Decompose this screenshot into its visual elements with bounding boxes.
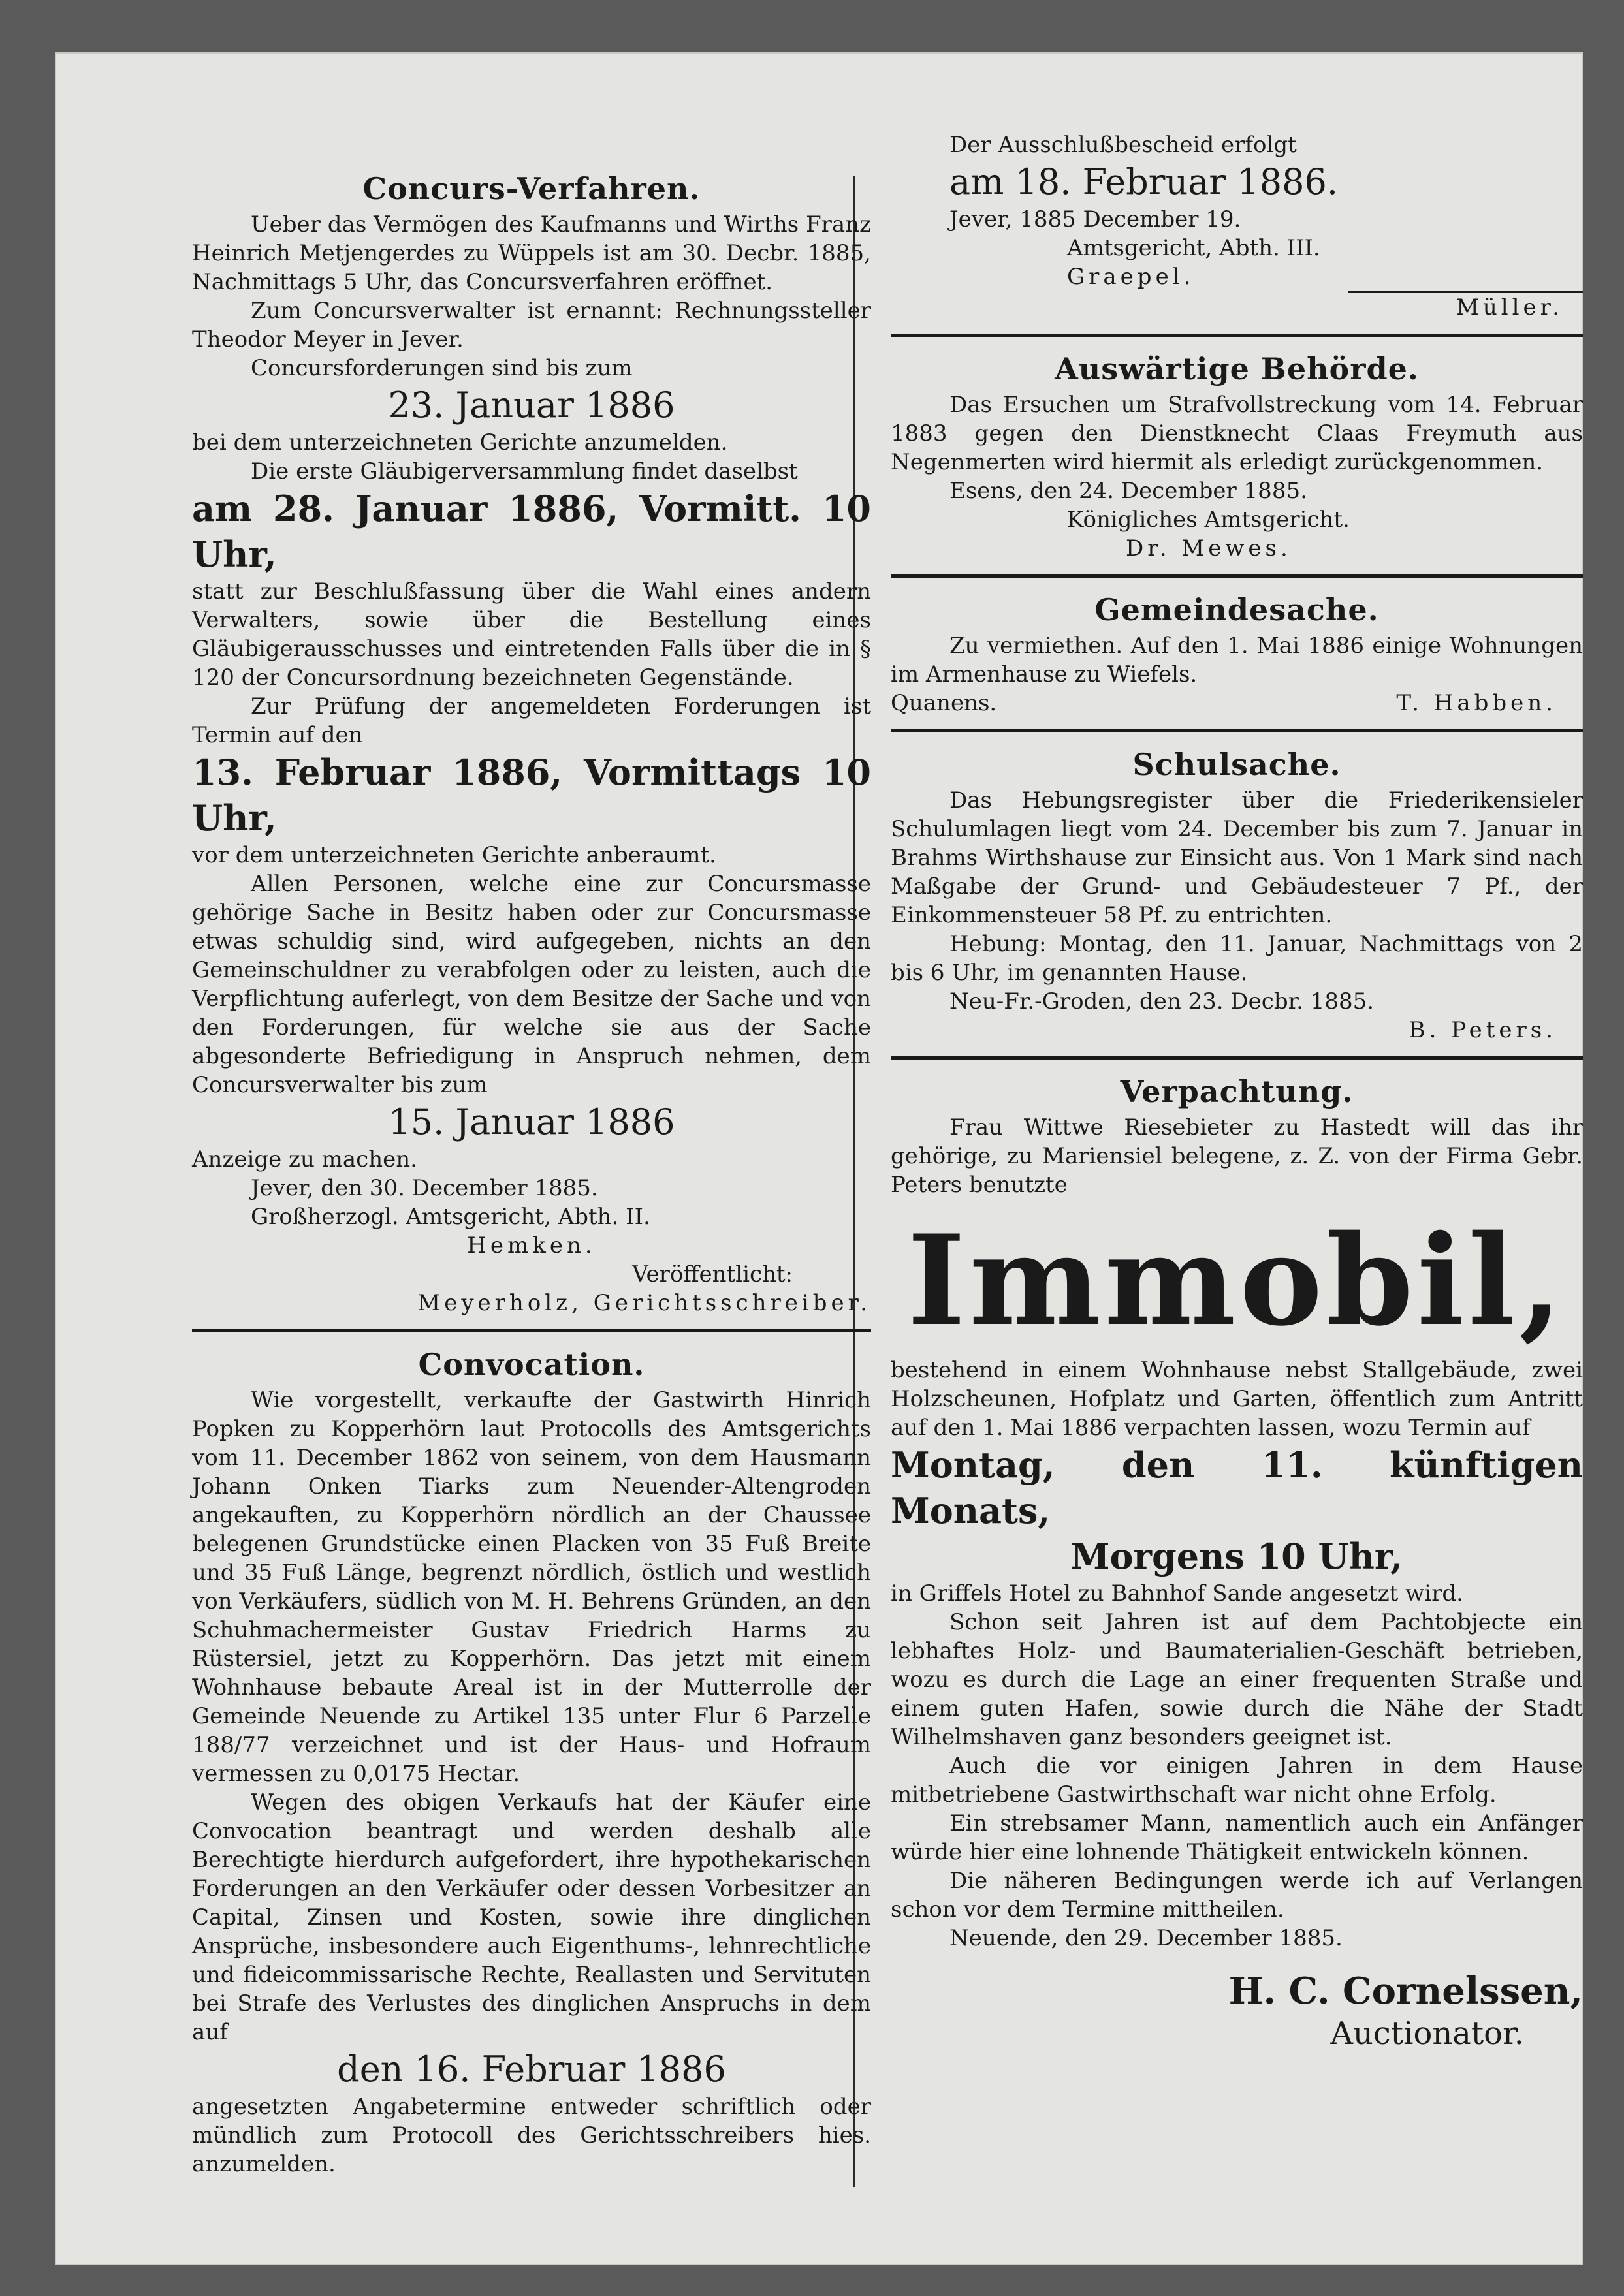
concurs-clerk: Meyerholz, Gerichtsschreiber. (417, 1290, 871, 1316)
section-rule (891, 334, 1583, 337)
immobil-headline: Immobil, (907, 1208, 1567, 1353)
verpachtung-date-1: Montag, den 11. künftigen Monats, (891, 1444, 1583, 1532)
ausschluss-p1: Der Ausschlußbescheid erfolgt (949, 132, 1297, 158)
gemeinde-signer: T. Habben. (1396, 690, 1557, 716)
schulsache-signer: B. Peters. (1409, 1017, 1557, 1043)
concurs-p8: vor dem unterzeichneten Gerichte anberaumt. (192, 842, 716, 868)
schulsache-p1: Das Hebungsregister über die Friederikensieler Schulumlagen liegt vom 24. December bis zum 7. Januar in Brahms Wirthshause zur Einsicht aus. Von 1 Mark sind nach Maßgabe der Grund- und Gebäudesteuer 7 Pf., der Einkommensteuer 58 Pf. zu entrichten. (891, 787, 1583, 928)
convocation-p1: Wie vorgestellt, verkaufte der Gastwirth Hinrich Popken zu Kopperhörn laut Protocolls des Amtsgerichts vom 11. December 1862 von seinem, von dem Hausmann Johann Onken Tiarks zum Neuender-Altengroden angekauften, zu Kopperhörn nördlich an der Chaussee belegenen Grundstücke einen Placken von 35 Fuß Breite und 35 Fuß Länge, begrenzt nördlich, östlich und westlich von Verkäufers, südlich von M. H. Behrens Gründen, an den Schuhmachermeister Gustav Friedrich Harms zu Rüstersiel, jetzt zu Kopperhörn. Das jetzt mit einem Wohnhause bebaute Areal ist in der Mutterrolle der Gemeinde Neuende zu Artikel 135 unter Flur 6 Parzelle 188/77 verzeichnet und ist der Haus- und Hofraum vermessen zu 0,0175 Hectar. (192, 1387, 871, 1787)
verpachtung-p3: in Griffels Hotel zu Bahnhof Sande angesetzt wird. (891, 1580, 1463, 1607)
schulsache-p2: Hebung: Montag, den 11. Januar, Nachmittags von 2 bis 6 Uhr, im genannten Hause. (891, 931, 1583, 986)
newspaper-page (55, 52, 1583, 2265)
concurs-p7: Zur Prüfung der angemeldeten Forderungen ist Termin auf den (192, 693, 871, 748)
concurs-p9: Allen Personen, welche eine zur Concursmasse gehörige Sache in Besitz haben oder zur Concursmasse etwas schuldig sind, wird aufgegeben, nichts an den Gemeinschuldner zu verabfolgen oder zu leisten, auch die Verpflichtung auferlegt, von dem Besitze der Sache und von den Forderungen, für welche sie aus der Sache abgesonderte Befriedigung in Anspruch nehmen, dem Concursverwalter bis zum (192, 871, 871, 1098)
concurs-p6: statt zur Beschlußfassung über die Wahl eines andern Verwalters, sowie über die Bestellung eines Gläubigerausschusses und eintretenden Falls über die in § 120 der Concursordnung bezeichneten Gegenstände. (192, 578, 871, 691)
verpachtung-p7: Die näheren Bedingungen werde ich auf Verlangen schon vor dem Termine mittheilen. (891, 1868, 1583, 1923)
auswaertige-place-date: Esens, den 24. December 1885. (949, 478, 1307, 504)
concurs-date-1: 23. Januar 1886 (388, 385, 675, 426)
concurs-p5: Die erste Gläubigerversammlung findet daselbst (251, 458, 798, 484)
auswaertige-court: Königliches Amtsgericht. (1067, 507, 1350, 533)
verpachtung-p2: bestehend in einem Wohnhause nebst Stallgebäude, zwei Holzscheunen, Hofplatz und Garten, öffentlich zum Antritt auf den 1. Mai 1886 verpachten lassen, wozu Termin auf (891, 1357, 1583, 1441)
verpachtung-p4: Schon seit Jahren ist auf dem Pachtobjecte ein lebhaftes Holz- und Baumaterialien-Geschäft betrieben, wozu es durch die Lage an einer frequenten Straße und einem guten Hafen, sowie durch die Nähe der Stadt Wilhelmshaven ganz besonders geeignet ist. (891, 1609, 1583, 1750)
section-rule (891, 729, 1583, 732)
section-rule (891, 574, 1583, 578)
verpachtung-p5: Auch die vor einigen Jahren in dem Hause mitbetriebene Gastwirthschaft war nicht ohne Erfolg. (891, 1753, 1583, 1808)
concurs-p1: Ueber das Vermögen des Kaufmanns und Wirths Franz Heinrich Metjengerdes zu Wüppels ist am 30. Decbr. 1885, Nachmittags 5 Uhr, das Concursverfahren eröffnet. (192, 212, 871, 295)
verpachtung-place-date: Neuende, den 29. December 1885. (949, 1925, 1343, 1951)
concurs-date-4: 15. Januar 1886 (388, 1101, 675, 1142)
auswaertige-judge: Dr. Mewes. (1126, 535, 1292, 561)
right-column (891, 131, 1583, 2053)
concurs-published-label: Veröffentlicht: (632, 1261, 793, 1287)
convocation-date: den 16. Februar 1886 (337, 2049, 726, 2090)
gemeinde-heading: Gemeindesache. (1094, 592, 1379, 627)
concurs-heading: Concurs-Verfahren. (362, 171, 701, 206)
convocation-p3: angesetzten Angabetermine entweder schriftlich oder mündlich zum Protocoll des Gerichtsschreibers hies. anzumelden. (192, 2094, 871, 2177)
verpachtung-heading: Verpachtung. (1120, 1074, 1354, 1109)
auctioneer-name: H. C. Cornelssen, (1228, 1970, 1583, 2013)
verpachtung-date-2: Morgens 10 Uhr, (1070, 1535, 1403, 1577)
concurs-judge: Hemken. (467, 1233, 596, 1259)
schulsache-place-date: Neu-Fr.-Groden, den 23. Decbr. 1885. (949, 988, 1375, 1014)
ausschluss-place-date: Jever, 1885 December 19. (949, 206, 1241, 232)
gemeinde-signature-line (891, 689, 1583, 717)
left-column (192, 157, 871, 2178)
concurs-p3: Concursforderungen sind bis zum (251, 355, 633, 381)
ausschluss-date: am 18. Februar 1886. (949, 161, 1339, 202)
convocation-heading: Convocation. (418, 1347, 645, 1382)
verpachtung-p1: Frau Wittwe Riesebieter zu Hastedt will das ihr gehörige, zu Mariensiel belegene, z. Z. von der Firma Gebr. Peters benutzte (891, 1114, 1583, 1198)
gemeinde-place: Quanens. (891, 690, 997, 716)
gemeinde-p1: Zu vermiethen. Auf den 1. Mai 1886 einige Wohnungen im Armenhause zu Wiefels. (891, 633, 1583, 687)
concurs-p2: Zum Concursverwalter ist ernannt: Rechnungssteller Theodor Meyer in Jever. (192, 298, 871, 353)
concurs-p10: Anzeige zu machen. (192, 1146, 417, 1172)
ausschluss-clerk: Müller. (1456, 294, 1563, 321)
auswaertige-heading: Auswärtige Behörde. (1055, 351, 1419, 386)
convocation-p2: Wegen des obigen Verkaufs hat der Käufer eine Convocation beantragt und werden deshalb alle Berechtigte hierdurch aufgefordert, ihre hypothekarischen Forderungen an den Verkäufer oder dessen Vorbesitzer an Capital, Zinsen und Kosten, sowie ihre dinglichen Ansprüche, insbesondere auch Eigenthums-, lehnrechtliche und fideicommissarische Rechte, Reallasten und Servituten bei Strafe des Verlustes des dinglichen Anspruchs in dem auf (192, 1789, 871, 2045)
concurs-place-date: Jever, den 30. December 1885. (251, 1175, 598, 1201)
verpachtung-p6: Ein strebsamer Mann, namentlich auch ein Anfänger würde hier eine lohnende Thätigkeit entwickeln können. (891, 1810, 1583, 1865)
auctioneer-title: Auctionator. (1330, 2015, 1524, 2052)
section-rule (891, 1056, 1583, 1060)
schulsache-heading: Schulsache. (1132, 747, 1341, 782)
ausschluss-judge: Graepel. (1067, 264, 1195, 290)
concurs-p4: bei dem unterzeichneten Gerichte anzumelden. (192, 430, 728, 456)
concurs-court: Großherzogl. Amtsgericht, Abth. II. (251, 1204, 650, 1230)
concurs-date-2: am 28. Januar 1886, Vormitt. 10 Uhr, (192, 488, 871, 575)
auswaertige-p1: Das Ersuchen um Strafvollstreckung vom 14. Februar 1883 gegen den Dienstknecht Claas Freymuth aus Negenmerten wird hiermit als erledigt zurückgenommen. (891, 392, 1583, 475)
section-rule (192, 1329, 871, 1332)
concurs-date-3: 13. Februar 1886, Vormittags 10 Uhr, (192, 751, 871, 839)
ausschluss-court: Amtsgericht, Abth. III. (1067, 235, 1320, 261)
